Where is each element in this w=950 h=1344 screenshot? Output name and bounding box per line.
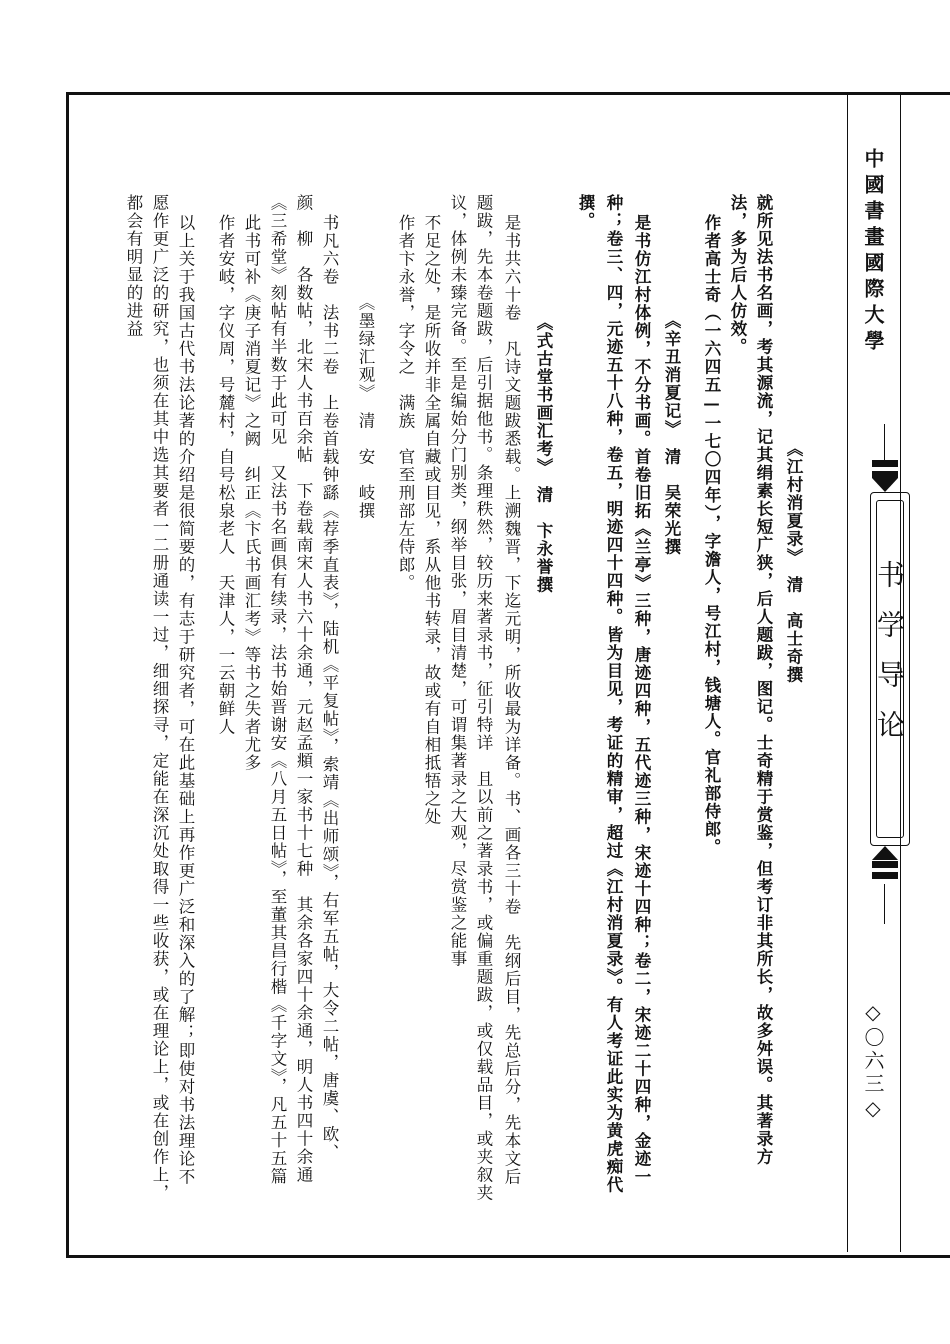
text-column: 作者卞永誉，字令之 满族 官至刑部左侍郎。: [396, 214, 415, 592]
text-column: 题跋，先本卷题跋，后引据他书。条理秩然，较历来著录书，征引特详 且以前之著录书，或偏重题跋，或仅载品目，或夹叙夹: [474, 194, 493, 1202]
text-column: 《辛丑消夏记》 清 吴荣光撰: [662, 312, 681, 556]
banner-bar-top-1: [872, 460, 898, 467]
text-column: 《江村消夏录》 清 高士奇撰: [784, 440, 803, 684]
text-column: 就所见法书名画，考其源流，记其绢素长短广狭，后人题跋，图记。士奇精于赏鉴，但考订非其所长，故多舛误。其著录方: [754, 194, 773, 1166]
text-column: 是书共六十卷 凡诗文题跋悉载。上溯魏晋，下迄元明，所收最为详备。书、画各三十卷 先纲后目，先总后分，先本文后: [502, 214, 521, 1186]
text-column: 此书可补《庚子消夏记》之阙 纠正《卞氏书画汇考》等书之失者尤多: [242, 214, 261, 772]
text-column: 种；卷三、四，元迹五十八种，卷五，明迹四十四种。皆为目见，考证的精审，超过《江村消夏录》。有人考证此实为黄虎痴代: [604, 194, 623, 1194]
text-column: 都会有明显的进益: [124, 194, 143, 338]
text-column: 撰。: [576, 194, 595, 230]
banner-triangle-bottom: [872, 846, 898, 860]
text-column: 不足之处，是所收并非全属自藏或目见，系从他书转录，故或有自相抵牾之处: [422, 214, 441, 826]
banner-bar-bottom-2: [872, 872, 898, 879]
text-column: 是书仿江村体例，不分书画。首卷旧拓《兰亭》三种，唐迹四种，五代迹三种，宋迹十四种；卷二，宋迹二十四种，金迹一: [632, 214, 651, 1186]
text-column: 《式古堂书画汇考》 清 卞永誉撰: [534, 314, 553, 594]
text-column: 《墨绿汇观》 清 安 岐撰: [356, 294, 375, 520]
book-title: 书学导论: [873, 560, 906, 760]
text-column: 法，多为后人仿效。: [728, 194, 747, 356]
text-column: 作者高士奇（一六四五—一七〇四年），字澹人，号江村，钱塘人。官礼部侍郎。: [702, 214, 721, 857]
side-rule-bottom: [884, 884, 885, 924]
text-column: 愿作更广泛的研究，也须在其中选其要者一二册通读一过，细细探寻，定能在深沉处取得一些收获，或在理论上，或在创作上，: [150, 194, 169, 1202]
banner-bar-top-2: [872, 471, 898, 478]
header-divider: [847, 92, 848, 1252]
side-rule-top: [884, 424, 885, 464]
page-number: ◇〇六三◇: [861, 1000, 885, 1123]
text-column: 《三希堂》刻帖有半数于此可见 又法书名画俱有续录，法书始晋谢安《八月五日帖》，至董其昌行楷《千字文》，凡五十五篇: [268, 194, 287, 1186]
banner-bar-bottom-1: [872, 861, 898, 868]
text-column: 书凡六卷 法书二卷 上卷首载钟繇《荐季直表》，陆机《平复帖》，索靖《出师颂》，右军五帖，大令二帖，唐虞、欧、: [320, 214, 339, 1162]
text-column: 议，体例未臻完备。至是编始分门别类，纲举目张，眉目清楚，可谓集著录之大观，尽赏鉴之能事: [448, 194, 467, 968]
text-column: 以上关于我国古代书法论著的介绍是很简要的，有志于研究者，可在此基础上再作更广泛和深入的了解；即使对书法理论不: [176, 214, 195, 1186]
university-name: 中國書畫國際大學: [861, 148, 885, 356]
banner-triangle-top: [872, 478, 898, 492]
text-column: 作者安岐，字仪周，号麓村，自号松泉老人 天津人，一云朝鲜人: [216, 214, 235, 736]
text-column: 颜 柳 各数帖，北宋人书百余帖 下卷载南宋人书六十余通，元赵孟頫一家书十七种 其余各家四十余通，明人书四十余通: [294, 194, 313, 1184]
